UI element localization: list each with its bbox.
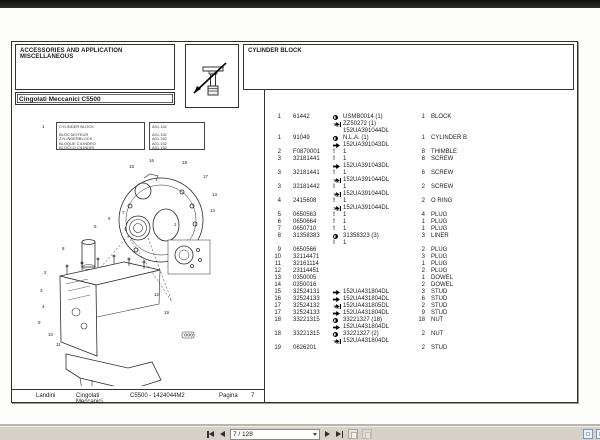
- reference-cell: [333, 198, 413, 212]
- previous-view-button[interactable]: [348, 429, 358, 439]
- reference-line: [333, 324, 413, 331]
- reference-line: [333, 219, 413, 226]
- arrowbar-marker-icon: [333, 192, 343, 197]
- part-number: 0350016: [293, 282, 317, 288]
- diagram-callout: 8: [62, 246, 65, 251]
- reference-cell: [333, 268, 413, 275]
- excl-marker-icon: !: [333, 156, 335, 162]
- description: SCREW: [431, 170, 454, 176]
- excl-marker-icon: !: [333, 184, 335, 190]
- description: PLUG: [431, 226, 448, 232]
- legend-code: A01.152: [152, 140, 167, 146]
- diagram-callout: 18: [182, 160, 188, 165]
- page-label: Pagina: [219, 393, 238, 399]
- reference-line: [333, 135, 413, 142]
- parts-row: [270, 184, 575, 198]
- half-marker-icon: [333, 136, 343, 141]
- description: PLUG: [431, 219, 448, 225]
- parts-row: [270, 289, 575, 296]
- part-number: F0870001: [293, 149, 321, 155]
- description: THIMBLE: [431, 149, 458, 155]
- stud-thumbnail-icon: [186, 45, 238, 107]
- reference-cell: [333, 247, 413, 254]
- diagram-callout: 10: [48, 332, 54, 337]
- item-number: 17: [274, 303, 281, 309]
- section-title: ACCESSORIES AND APPLICATION MISCELLANEOUS: [20, 48, 123, 60]
- reference-line: [333, 170, 413, 177]
- half-marker-icon: [333, 234, 343, 239]
- reference-text: 152UA431804DL: [343, 324, 390, 330]
- arrow-marker-icon: [333, 311, 343, 316]
- reference-text: 1: [343, 184, 347, 190]
- parts-row: [270, 296, 575, 303]
- quantity: 9: [421, 310, 425, 316]
- part-number: 0650710: [293, 226, 317, 232]
- window-top-edge: [0, 0, 600, 8]
- reference-cell: [333, 296, 413, 303]
- reference-cell: [333, 184, 413, 198]
- reference-text: ZZ50272 (1): [343, 121, 377, 127]
- quantity: 2: [421, 247, 425, 253]
- reference-line: [333, 205, 413, 212]
- part-number: 31358383: [293, 233, 320, 239]
- item-number: 9: [277, 247, 281, 253]
- reference-cell: [333, 156, 413, 170]
- diagram-callout: 16: [149, 158, 155, 163]
- reference-cell: [333, 233, 413, 247]
- part-number: 32161114: [293, 261, 319, 267]
- reference-cell: [333, 331, 413, 345]
- diagram-callout: 19: [164, 310, 170, 315]
- reference-line: [333, 142, 413, 149]
- part-number: 32181441: [293, 170, 320, 176]
- item-number: 2: [277, 149, 281, 155]
- quantity: 18: [418, 317, 425, 323]
- legend-name: BLOQUE CILINDRO: [59, 140, 96, 146]
- diagram-callout: 4: [42, 304, 45, 309]
- reference-text: 152UA431804DL: [343, 296, 390, 302]
- reference-cell: [333, 345, 413, 352]
- description: SCREW: [431, 184, 454, 190]
- part-number: 32524132: [293, 303, 320, 309]
- panel-divider: [264, 90, 265, 402]
- item-number: 14: [274, 282, 281, 288]
- parts-row: [270, 317, 575, 331]
- part-number: 0350005: [293, 275, 317, 281]
- reference-line: [333, 198, 413, 205]
- reference-line: [333, 296, 413, 303]
- reference-text: 1: [343, 198, 347, 204]
- last-page-button[interactable]: [335, 429, 344, 439]
- pager-toolbar: [0, 426, 600, 440]
- item-number: 10: [274, 254, 281, 260]
- parts-row: [270, 114, 575, 135]
- part-number: 32524133: [293, 296, 320, 302]
- item-number: 18: [274, 317, 281, 323]
- item-number: 8: [277, 233, 281, 239]
- reference-text: 1: [343, 212, 347, 218]
- exploded-diagram: [32, 154, 260, 386]
- arrowbar-marker-icon: [333, 304, 343, 309]
- description: PLUG: [431, 254, 448, 260]
- reference-text: 1: [343, 149, 347, 155]
- footer-rule: [12, 389, 264, 390]
- reference-text: 152UA391043DL: [343, 142, 390, 148]
- description: STUD: [431, 310, 448, 316]
- parts-row: [270, 226, 575, 233]
- reference-cell: [333, 219, 413, 226]
- diagram-callout: 6: [108, 216, 111, 221]
- parts-row: [270, 345, 575, 352]
- parts-row: [270, 303, 575, 310]
- pdf-viewer-canvas: [0, 8, 600, 424]
- reference-line: [333, 177, 413, 184]
- description: STUD: [431, 289, 448, 295]
- description: STUD: [431, 345, 448, 351]
- description: NUT: [431, 331, 444, 337]
- description: O RING: [431, 198, 453, 204]
- item-number: 19: [274, 345, 281, 351]
- reference-line: [333, 191, 413, 198]
- description: DOWEL: [431, 275, 454, 281]
- half-marker-icon: [333, 115, 343, 120]
- part-thumbnail-box: [185, 44, 239, 108]
- description: PLUG: [431, 268, 448, 274]
- continuous-view-icon[interactable]: [596, 429, 600, 439]
- part-number: 0650563: [293, 212, 317, 218]
- reference-text: 152UA391044DL: [343, 191, 390, 197]
- part-number: 32181441: [293, 156, 320, 162]
- legend-code: A01.152: [152, 136, 167, 142]
- description: PLUG: [431, 212, 448, 218]
- diagram-callout: 2: [44, 270, 47, 275]
- description: LINER: [431, 233, 449, 239]
- reference-cell: [333, 114, 413, 135]
- reference-cell: [333, 317, 413, 331]
- reference-line: [333, 261, 413, 268]
- excl-marker-icon: !: [333, 170, 335, 176]
- reference-cell: [333, 149, 413, 156]
- brand-name: Landini: [36, 393, 56, 399]
- half-marker-icon: [333, 318, 343, 323]
- parts-row: [270, 268, 575, 275]
- reference-text: 152UA391044DL: [343, 177, 390, 183]
- description: NUT: [431, 317, 444, 323]
- description: PLUG: [431, 261, 448, 267]
- quantity: 1: [421, 219, 425, 225]
- part-number: 23114451: [293, 268, 320, 274]
- parts-row: [270, 254, 575, 261]
- excl-marker-icon: !: [333, 212, 335, 218]
- excl-marker-icon: !: [333, 219, 335, 225]
- page-footer: Landini Cingolati Meccanici C5500 - 1424044M2 Pagina 7: [36, 393, 255, 405]
- arrow-marker-icon: [333, 143, 343, 148]
- part-number: 32524131: [293, 289, 320, 295]
- reference-text: 152UA431805DL: [343, 303, 390, 309]
- legend-name: BLOCCO CILINDRI: [59, 145, 95, 150]
- reference-cell: [333, 261, 413, 268]
- previous-page-button[interactable]: [219, 429, 226, 439]
- item-number: 1: [277, 135, 281, 141]
- reference-line: [333, 317, 413, 324]
- page-field-value[interactable]: 7 / 128: [233, 430, 253, 438]
- item-number: 3: [277, 184, 281, 190]
- parts-row: [270, 261, 575, 268]
- description: STUD: [431, 296, 448, 302]
- section-title-box: [15, 44, 175, 90]
- description: BLOCK: [431, 114, 452, 120]
- quantity: 1: [421, 135, 425, 141]
- diagram-callout: 1: [174, 222, 177, 227]
- reference-line: [333, 268, 413, 275]
- quantity: 2: [421, 282, 425, 288]
- reference-cell: [333, 289, 413, 296]
- reference-line: [333, 163, 413, 170]
- part-number: 0650566: [293, 247, 317, 253]
- quantity: 1: [421, 114, 425, 120]
- legend-code: A01.152: [152, 131, 167, 137]
- reference-cell: [333, 254, 413, 261]
- diagram-callout: 17: [203, 174, 209, 179]
- part-number: 33221315: [293, 331, 320, 337]
- reference-line: [333, 310, 413, 317]
- part-number: 33221315: [293, 317, 320, 323]
- reference-line: [333, 240, 413, 247]
- reference-line: [333, 275, 413, 282]
- diagram-callout: 15: [129, 164, 135, 169]
- excl-marker-icon: !: [333, 226, 335, 232]
- single-page-view-icon[interactable]: [583, 429, 593, 439]
- parts-row: [270, 198, 575, 212]
- quantity: 2: [421, 331, 425, 337]
- reference-line: [333, 212, 413, 219]
- diagram-callout: 7: [122, 210, 125, 215]
- reference-text: 152UA391043DL: [343, 163, 390, 169]
- diagram-callout: 12: [154, 292, 160, 297]
- parts-row: [270, 247, 575, 254]
- reference-line: [333, 289, 413, 296]
- reference-line: [333, 121, 413, 128]
- quantity: 1: [421, 226, 425, 232]
- item-number: 1: [277, 114, 281, 120]
- excl-marker-icon: !: [333, 198, 335, 204]
- parts-row: [270, 275, 575, 282]
- reference-text: 1: [343, 226, 347, 232]
- reference-line: [333, 303, 413, 310]
- reference-text: 1: [343, 240, 347, 246]
- part-number: 32181442: [293, 184, 320, 190]
- diagram-callout: 3: [40, 288, 43, 293]
- part-number: 32524133: [293, 310, 320, 316]
- arrowbar-marker-icon: [333, 122, 343, 127]
- reference-cell: [333, 310, 413, 317]
- quantity: 3: [421, 289, 425, 295]
- parts-row: [270, 310, 575, 317]
- reference-text: 152UA431804DL: [343, 289, 390, 295]
- quantity: 2: [421, 198, 425, 204]
- parts-row: [270, 282, 575, 289]
- arrow-marker-icon: [333, 290, 343, 295]
- reference-line: [333, 128, 413, 135]
- item-number: 3: [277, 156, 281, 162]
- half-marker-icon: [333, 332, 343, 337]
- quantity: 2: [421, 184, 425, 190]
- reference-line: [333, 226, 413, 233]
- parts-list: [270, 114, 575, 352]
- item-number: 15: [274, 289, 281, 295]
- quantity: 6: [421, 296, 425, 302]
- chapter-title-box: [243, 44, 574, 90]
- item-number: 12: [274, 268, 281, 274]
- quantity: 8: [421, 149, 425, 155]
- reference-line: [333, 338, 413, 345]
- part-number: 0626201: [293, 345, 317, 351]
- first-page-button[interactable]: [206, 429, 215, 439]
- legend-code: A01.152: [152, 123, 167, 129]
- item-number: 13: [274, 275, 281, 281]
- legend-name: ZYLINDERBLOCK: [59, 136, 93, 142]
- legend-item-number: 1: [42, 124, 45, 129]
- quantity: 6: [421, 170, 425, 176]
- part-number: 91049: [293, 135, 310, 141]
- reference-cell: [333, 212, 413, 219]
- quantity: 1: [421, 275, 425, 281]
- reference-line: [333, 184, 413, 191]
- reference-cell: [333, 170, 413, 184]
- page-number-field[interactable]: [230, 429, 320, 440]
- description: SCREW: [431, 156, 454, 162]
- model-box: [15, 92, 175, 105]
- quantity: 2: [421, 268, 425, 274]
- reference-cell: [333, 275, 413, 282]
- parts-row: [270, 135, 575, 149]
- parts-row: [270, 149, 575, 156]
- diagram-callout: 5: [94, 224, 97, 229]
- reference-line: [333, 345, 413, 352]
- parts-row: [270, 233, 575, 247]
- reference-text: 33221327 (2): [343, 331, 379, 337]
- reference-cell: [333, 226, 413, 233]
- description: DOWEL: [431, 282, 454, 288]
- reference-text: 1: [343, 156, 347, 162]
- catalog-page: [11, 41, 578, 403]
- parts-row: [270, 170, 575, 184]
- legend-code: A01.152: [152, 145, 167, 150]
- reference-line: [333, 149, 413, 156]
- description: CYLINDER B: [431, 135, 468, 141]
- reference-text: 152UA431804DL: [343, 338, 390, 344]
- arrowbar-marker-icon: [333, 206, 343, 211]
- page-dropdown-icon[interactable]: [313, 433, 317, 436]
- legend-name: BLOC MOTEUR: [59, 131, 89, 137]
- description: PLUG: [431, 247, 448, 253]
- reference-text: 33221327 (18): [343, 317, 383, 323]
- reference-cell: [333, 135, 413, 149]
- description: STUD: [431, 303, 448, 309]
- excl-marker-icon: !: [333, 240, 335, 246]
- item-number: 4: [277, 198, 281, 204]
- chapter-title: CYLINDER BLOCK: [248, 48, 302, 54]
- reference-line: [333, 282, 413, 289]
- quantity: 3: [421, 254, 425, 260]
- reference-cell: [333, 303, 413, 310]
- diagram-callout: 13: [212, 192, 218, 197]
- diagram-callout: 9: [38, 320, 41, 325]
- reference-line: [333, 254, 413, 261]
- arrow-marker-icon: [333, 297, 343, 302]
- item-number: 11: [274, 261, 281, 267]
- model-name: Cingolati Meccanici C5500: [19, 95, 101, 103]
- page-number: 7: [251, 393, 255, 399]
- reference-text: 1: [343, 219, 347, 225]
- reference-line: [333, 114, 413, 121]
- item-number: 7: [277, 226, 281, 232]
- quantity: 4: [421, 212, 425, 218]
- arrowbar-marker-icon: [333, 178, 343, 183]
- item-number: 5: [277, 212, 281, 218]
- item-number: 18: [274, 331, 281, 337]
- item-number: 16: [274, 296, 281, 302]
- quantity: 1: [421, 261, 425, 267]
- document-code: C5500 - 1424044M2: [130, 393, 185, 399]
- legend-name: CYLINDER BLOCK: [59, 123, 94, 129]
- legend-names-box: [56, 122, 145, 150]
- quantity: 2: [421, 303, 425, 309]
- parts-row: [270, 331, 575, 345]
- reference-text: 152UA391044DL: [343, 205, 390, 211]
- reference-cell: [333, 282, 413, 289]
- arrowbar-marker-icon: [333, 339, 343, 344]
- part-number: 2415608: [293, 198, 317, 204]
- part-number: 0650664: [293, 219, 317, 225]
- item-number: 3: [277, 170, 281, 176]
- reference-line: [333, 247, 413, 254]
- next-page-button[interactable]: [324, 429, 331, 439]
- reference-text: N.L.A. (1): [343, 135, 369, 141]
- diagram-callout: 14: [210, 208, 216, 213]
- quantity: 8: [421, 156, 425, 162]
- part-number: 32114471: [293, 254, 320, 260]
- legend-codes-box: [149, 122, 205, 150]
- reference-line: [333, 331, 413, 338]
- arrow-marker-icon: [333, 325, 343, 330]
- reference-text: 1: [343, 170, 347, 176]
- reference-text: USMB0014 (1): [343, 114, 383, 120]
- item-number: 17: [274, 310, 281, 316]
- reference-text: 31358323 (3): [343, 233, 379, 239]
- reference-line: [333, 233, 413, 240]
- arrow-marker-icon: [333, 164, 343, 169]
- reference-text: 152UA391044DL: [343, 128, 390, 134]
- diagram-callout: 11: [56, 342, 61, 347]
- reference-line: [333, 156, 413, 163]
- part-number: 61442: [293, 114, 310, 120]
- parts-row: [270, 156, 575, 170]
- quantity: 2: [421, 345, 425, 351]
- excl-marker-icon: !: [333, 149, 335, 155]
- next-view-button[interactable]: [362, 429, 372, 439]
- parts-row: [270, 219, 575, 226]
- quantity: 3: [421, 233, 425, 239]
- reference-text: 152UA431804DL: [343, 310, 390, 316]
- parts-row: [270, 212, 575, 219]
- item-number: 6: [277, 219, 281, 225]
